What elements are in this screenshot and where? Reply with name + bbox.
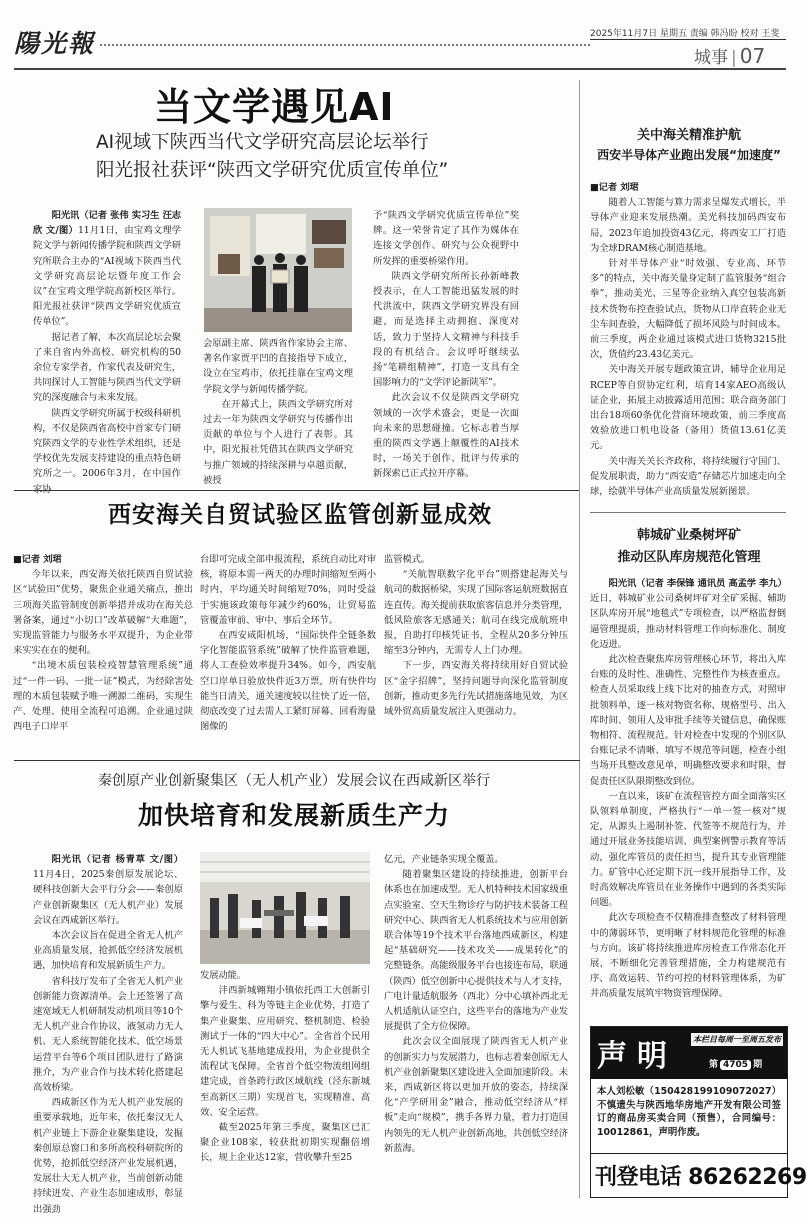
drone-col-2 <box>200 968 370 1166</box>
lead-subtitle-1: AI视域下陕西当代文学研究高层论坛举行 <box>96 132 429 153</box>
lead-photo <box>204 208 352 332</box>
lead-bottom-rule <box>14 490 580 491</box>
mid-para: 今年以来，西安海关依托陕西自贸试验区“试验田”优势，聚焦企业通关痛点，推出三项海关监管制度创新举措并成功在海关总署备案，通过“小切口”改革破解“大难题”，实现监管能力与服务水平双提升，为企业带来实实在在的便利。 <box>13 569 193 657</box>
notice-hotline: 刊登电话 86262269 <box>595 1165 807 1190</box>
mid-para: “关航智联数字化平台”则搭建起海关与航司的数据桥梁，实现了国际客运航班数据直连直传。海关提前获取旅客信息并分类管理，低风险旅客无感通关；航司在线完成航班申报，自助打印核凭证书，全程从20多分钟压缩至3分钟内，无需专人上门办理。 <box>384 569 568 657</box>
mid-headline: 西安海关自贸试验区监管创新显成效 <box>108 502 492 528</box>
right-column-divider <box>579 80 580 1198</box>
lead-para: 陕西文学研究所所长孙新峰教授表示，在人工智能迅猛发展的时代洪流中，陕西文学研究界没有回避，而是选择主动拥抱、深度对话，致力于坚持人文精神与科技手段的有机结合。会议呼吁继续弘扬“笔耕组精神”，打造一支具有全国影响力的“文学评论新陕军”。 <box>373 270 519 389</box>
lead-byline: 阳光讯（记者 张伟 实习生 汪志欣 文/图） <box>33 210 181 237</box>
right2-para: 此次专项检查不仅精准排查整改了材料管理中的薄弱环节，更明晰了材料规范化管理的标准与方向。该矿将持续推进库房检查工作常态化开展，不断细化完善管理措施，全力构建规范有序、高效运转、节约可控的材料管理体系，为矿井高质量发展筑牢物资管理保障。 <box>590 912 786 1000</box>
mid-col-3 <box>384 552 568 719</box>
right1-title-2: 西安半导体产业跑出发展“加速度” <box>597 148 781 162</box>
masthead <box>0 0 799 76</box>
drone-col-1 <box>33 852 183 1217</box>
lead-subtitle-2: 阳光报社获评“陕西文学研究优质宣传单位” <box>96 160 449 181</box>
lead-headline: 当文学遇见AI <box>154 85 395 129</box>
drone-para: 阳光讯（记者 杨青草 文/图）11月4日，2025秦创原发展论坛、硬科技创新大会平行分会——秦创原产业创新聚集区（无人机产业）发展会议在西咸新区举行。 <box>33 854 183 926</box>
mid-byline: ■记者 刘珺 <box>13 554 62 565</box>
right2-title-1: 韩城矿业桑树坪矿 <box>636 528 741 543</box>
drone-para: 沣西新城翱翔小镇依托西工大创新引擎与爱生、科为等链主企业优势，打造了集产业聚集、应用研究、整机制造、检验测试于一体的“四大中心”。全省首个民用无人机试飞基地建成投用，为企业提供全流程试飞保障。全省首个低空物流组网组建完成，首条跨行政区域航线（泾东新城至高新区三期）实现首飞，实现精准、高效、安全运营。 <box>200 985 370 1118</box>
mid-para: 监管模式。 <box>384 554 430 565</box>
mid-para: “出境木质包装检疫智慧管理系统”通过“一件一码、一批一证”模式，为经除害处理的木质包装赋予唯一溯源二维码，实现生产、处理、使用全流程可追溯。企业通过陕西电子口岸平 <box>13 660 193 733</box>
drone-byline: 阳光讯（记者 杨青草 文/图） <box>51 854 183 865</box>
section-name: 城事 <box>694 48 728 68</box>
notice-box <box>590 1026 807 1198</box>
drone-para: 西咸新区作为无人机产业发展的重要承载地，近年来，依托秦汉无人机产业链上下游企业聚集建设，发掘秦创原总窗口和多所高校科研院所的优势，抢抓低空经济产业发展机遇，发展壮大无人机产业，当前创新动能持续迸发、产业生态加速成形，彰显出强劲 <box>33 1097 183 1215</box>
lead-para: 陕西文学研究所属于校级科研机构，不仅是陕西省高校中首家专门研究陕西文学的专业性学术组织，还是学校优先发展支持建设的重点特色研究所之一。2006年3月，在中国作 <box>33 407 181 480</box>
drone-para: 省科技厅发布了全省无人机产业创新能力资源清单。会上还签署了高速宽域无人机研制发动机项目等10个无人机产业合作协议，液氢动力无人机、无人系统智能化技术、低空场景运营平台等6个项目团队进行了路演推介，为产业合作与技术转化搭建起高效桥梁。 <box>33 975 183 1094</box>
right2-para: 一直以来，该矿在流程管控方面全面落实区队领料单制度，严格执行“一单一签一核对”规定，从源头上遏制补签、代签等不规范行为，并通过开展业务技能培训、典型案例警示教育等活动，强化库管员的责任担当，提升其专业管理能力。矿管中心还定期下沉一线开展指导工作，及时高效解决库管员在业务操作中遇到的各类实际问题。 <box>590 790 786 909</box>
lead-para: 会原副主席、陕西省作家协会主席、著名作家贾平凹的直接指导下成立，设立在宝鸡市，依托挂靠在宝鸡文理学院文学与新闻传播学院。 <box>203 338 353 395</box>
lead-col-1 <box>33 208 181 497</box>
notice-issue-number: 4705 <box>720 1060 751 1070</box>
mid-para: 下一步，西安海关将持续用好自贸试验区“金字招牌”，坚持问题导向深化监管制度创新，推动更多先行先试措施落地见效，为区域外贸高质量发展注入更强动力。 <box>384 660 568 718</box>
notice-issue: 第 4705 期 <box>709 1060 763 1070</box>
right1-para: 关中海关开展专题政策宣讲，辅导企业用足RCEP等自贸协定红利，培育14家AEO高级认证企业，拓展主动披露适用范围；联合商务部门出台18项60条优化营商环境政策，前三季度高效验放进口机电设备（备用）货值13.61亿美元。 <box>590 364 786 452</box>
right1-para: 随着人工智能与算力需求呈爆发式增长，半导体产业迎来发展热潮。美光科技加码西安布局，2023年追加投资43亿元，将西安工厂打造为全球DRAM核心制造基地。 <box>590 197 786 254</box>
lead-para: 据记者了解，本次高层论坛会聚了来自省内外高校、研究机构的50余位专家学者，作家代表及研究生，共同探讨人工智能与陕西当代文学研究的深度融合与未来发展。 <box>33 331 181 404</box>
dotted-rule <box>100 44 590 46</box>
drone-para: 发展动能。 <box>200 970 246 981</box>
masthead-bottom-rule <box>14 68 786 70</box>
notice-hotline-bar <box>591 1153 807 1197</box>
right2-title-2: 推动区队库房规范化管理 <box>617 550 761 565</box>
mid-col-1 <box>13 552 193 734</box>
right1-para: 针对半导体产业“时效强、专业高、环节多”的特点，关中海关量身定制了监管服务“组合拳”，推动美光、三星等企业纳入真空包装高新技术货物布控查验试点，货物从口岸直转企业无尘车间查验，大幅降低了损坏风险与时间成本。前三季度，两企业通过该模式进口货物3215批次，货值约23.43亿美元。 <box>590 258 786 361</box>
right2-byline: 阳光讯（记者 李保锋 通讯员 高孟学 李九） <box>608 578 787 589</box>
mid-para: 在西安咸阳机场，“国际快件全链条数字化智能监管系统”破解了快件监管难题，将人工查验效率提升34%。如今，西安航空口岸单日验放快件近3万票，所有快件均能当日清关，通关速度较以往快了近一倍，彻底改变了过去需人工紧盯屏幕、回看海量图像的 <box>200 630 376 733</box>
lead-para: 予“陕西文学研究优质宣传单位”奖牌。这一荣誉肯定了其作为媒体在连接文学创作、研究与公众视野中所发挥的重要桥梁作用。 <box>373 210 519 267</box>
mid-bottom-rule <box>14 760 580 761</box>
mid-col-2 <box>200 552 376 734</box>
masthead-rule <box>590 39 786 40</box>
drone-para: 本次会议旨在促进全省无人机产业高质量发展，抢抓低空经济发展机遇，加快培育和发展新质生产力。 <box>33 930 183 972</box>
section-label <box>694 43 765 68</box>
right2-body <box>590 576 786 1002</box>
right-divider <box>590 512 786 513</box>
drone-pretitle: 秦创原产业创新聚集区（无人机产业）发展会议在西咸新区举行 <box>98 773 490 789</box>
drone-headline: 加快培育和发展新质生产力 <box>137 801 450 830</box>
right2-para: 此次检查聚焦库房管理核心环节，将出入库台账的及时性、准确性、完整性作为核查重点。检查人员采取线上线下比对的抽查方式，对照审批领料单，逐一核对物资名称、规格型号、出入库时间、领用人及审批手续等关键信息，确保账物相符、流程规范。针对检查中发现的个别区队台账记录不清晰、填写不规范等问题，检查小组当场开具整改意见单，明确整改要求和时限，督促责任区队限期整改到位。 <box>590 654 786 787</box>
lead-para: 在开幕式上，陕西文学研究所对过去一年为陕西文学研究与传播作出贡献的单位与个人进行了表彰。其中，阳光报社凭借其在陕西文学研究与推广领域的持续深耕与卓越贡献，被授 <box>203 398 353 486</box>
notice-body: 本人刘松敏（15042819910907202​7）不慎遗失与陕西地华房地产开发有限公司签订的商品房买卖合同（预售），合同编号：10012861，声明作废。 <box>597 1086 781 1138</box>
drone-para: 随着聚集区建设的持续推进，创新平台体系也在加速成型。无人机特种技术国家级重点实验室、空天生物诊疗与防护技术装备工程研究中心、陕西省无人机系统技术与应用创新联合体等19个技术平台落地西咸新区，构建起“基础研究——技术攻关——成果转化”的完整链条。高能级服务平台也接连布局，联通（陕西）低空创新中心提供技术与人才支持，广电计量适航服务（西北）分中心填补西北无人机适航认证空白，这些平台的落地为产业发展提供了全方位保障。 <box>384 869 568 1033</box>
right1-body <box>590 180 786 499</box>
section-divider: | <box>731 48 737 68</box>
drone-photo <box>200 852 370 964</box>
notice-title: 声明 <box>597 1039 677 1074</box>
drone-para: 此次会议全面展现了陕西省无人机产业的创新实力与发展潜力，也标志着秦创原无人机产业创新聚集区建设进入全面加速阶段。未来，西咸新区将以更加开放的姿态，持续深化“产学研用金”融合，推动低空经济从“样板”走向“规模”，携手各界力量，着力打造国内领先的无人机产业创新高地，共创低空经济新蓝海。 <box>384 1036 568 1154</box>
mid-para: 台即可完成全部申报流程，系统自动比对审核，将原本需一两天的办理时间缩短至两小时内，平均通关时间缩短70%，同时受益于实施该政策每年减少约60%，让贸易监管覆盖审前、审中、事后全环节。 <box>200 554 376 626</box>
newspaper-logo: 陽光報 <box>14 29 96 58</box>
lead-para: 阳光讯（记者 张伟 实习生 汪志欣 文/图）11月1日，由宝鸡文理学院文学与新闻传播学院和陕西文学研究所联合主办的“AI视域下陕西当代文学研究高层论坛暨年度工作会议”在宝鸡文理学院高新校区举行。阳光报社获评“陕西文学研究优质宣传单位”。 <box>33 210 181 328</box>
right1-para: 关中海关关长齐政称，将持续履行守国门、促发展职责，助力“西安造”存储芯片加速走向全球，绘就半导体产业高质量发展新图景。 <box>590 455 786 498</box>
page-number: 07 <box>739 44 766 68</box>
lead-col-3 <box>373 208 519 482</box>
right1-title-1: 关中海关精准护航 <box>636 128 741 143</box>
lead-col-2 <box>203 336 353 488</box>
drone-para: 截至2025年第三季度，聚集区已汇聚企业108家，较获批初期实现翻倍增长，规上企业达12家，营收攀升至25 <box>200 1122 370 1164</box>
right2-para <box>590 576 786 591</box>
drone-col-3 <box>384 852 568 1156</box>
notice-header <box>591 1027 787 1079</box>
lead-para: 此次会议不仅是陕西文学研究领域的一次学术盛会，更是一次面向未来的思想碰撞。它标志着当厚重的陕西文学遇上颠覆性的AI技术时，一场关于创作、批评与传承的新探索已正式拉开序幕。 <box>373 392 519 480</box>
issue-info: 2025年11月7日 星期五 责编 韩冯盼 校对 王斐 <box>590 29 780 39</box>
notice-tag: 本栏目每周一至周五发布 <box>693 1035 781 1044</box>
drone-para: 亿元，产业链条实现全覆盖。 <box>384 854 504 865</box>
right2-para: 近日，韩城矿业公司桑树坪矿对全矿采掘、辅助区队库房开展“地毯式”专项检查，以严格监督倒逼管理提质，推动材料管理工作向标准化、制度化迈进。 <box>590 593 786 650</box>
right1-byline: ■记者 刘珺 <box>590 182 639 193</box>
